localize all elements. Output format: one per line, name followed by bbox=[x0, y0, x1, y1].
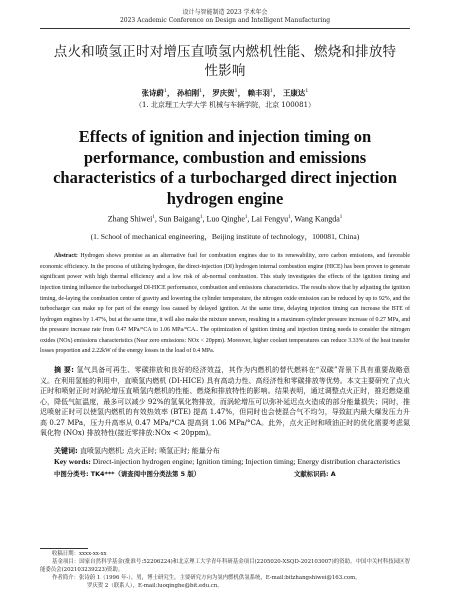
cn-author-sup: 1 bbox=[234, 88, 238, 94]
en-keywords bbox=[40, 457, 410, 467]
cn-author-sup: 1 bbox=[269, 88, 274, 94]
en-author-sup: 1 bbox=[152, 215, 155, 221]
en-author: Sun Baigang bbox=[158, 215, 200, 225]
en-author: Luo Qinghe bbox=[206, 215, 245, 225]
cn-author: 罗庆贺 bbox=[212, 88, 235, 98]
cn-author: 王康达 bbox=[283, 88, 306, 98]
document-code: 文献标识码: A bbox=[294, 470, 336, 479]
cn-keywords-text: 直喷氢内燃机; 点火正时; 喷氢正时; 能量分布 bbox=[80, 446, 220, 455]
cn-abstract bbox=[40, 365, 410, 439]
en-author: Wang Kangda bbox=[294, 215, 340, 225]
cn-author: 赖丰羽 bbox=[247, 88, 270, 98]
en-keywords-text: Direct-injection hydrogen engine; Ignition timing; Injection timing; Energy distribution characteristics bbox=[92, 457, 401, 467]
en-author-sup: 1 bbox=[288, 215, 291, 221]
cn-abstract-text: 氢气具备可再生、零碳排放和良好的经济效益，其作为内燃机的替代燃料在“双碳”背景下具有重要战略意义。在利用氢能的利用中，直喷氢内燃机 (DI-HICE) 具有高动力性、高经济性和零碳排放等优势。本文主要研究了点火正时和喷射正时对涡轮增压直喷氢内燃机的性能、燃烧和排放特性的影响。结果表明，通过调整点火正时，推迟燃烧重心，降低气缸温度，最多可以减少 92%的氢氧化物排放，而涡轮增压可以弥补延迟点火造成的部分能量损失；同时，推迟喷射正时可以使氢内燃机的有效热效率 (BTE) 提高 1.47%，但同时也会使混合气不均匀，导致缸内最大爆发压力升高 0.27 MPa，压力升高率从 0.47 MPa/°CA 提高到 1.06 MPa/°CA。此外，点火正时和喷油正时的优化需要考虑氮氧化物 (NOx) 排放特性(接近零排放:NOx < 20ppm)。 bbox=[40, 366, 410, 438]
cn-author-sup: 1 bbox=[163, 88, 167, 94]
en-title: Effects of ignition and injection timing on performance, combustion and emissions characteristics of a turbocharged direct injection hydrogen engine bbox=[53, 127, 397, 208]
classification-row bbox=[40, 469, 410, 479]
running-header bbox=[40, 0, 410, 25]
conference-name-en: 2023 Academic Conference on Design and Intelligent Manufacturing bbox=[119, 17, 331, 24]
classification-number: 中图分类号: TK4***（请查阅中图分类法第 5 版） bbox=[54, 470, 201, 479]
cn-keywords-label: 关键词: bbox=[54, 446, 78, 455]
en-author: Zhang Shiwei bbox=[107, 215, 153, 225]
en-author: Lai Fengyu bbox=[251, 215, 289, 225]
cn-affiliation: （1. 北京理工大学大学 机械与车辆学院，北京 100081） bbox=[134, 101, 316, 110]
en-abstract-label: Abstract: bbox=[54, 253, 78, 260]
cn-keywords bbox=[40, 446, 410, 457]
cn-author-sup: 1 bbox=[199, 88, 203, 94]
conference-name-cn: 设计与智能制造 2023 学术年会 bbox=[182, 9, 268, 16]
cn-author-sup: 1 bbox=[305, 88, 309, 94]
cn-title: 点火和喷氢正时对增压直喷氢内燃机性能、燃烧和排放特性影响 bbox=[53, 44, 397, 79]
footnote-rule bbox=[40, 548, 88, 549]
en-affiliation: (1. School of mechanical engineering，Beijing institute of technology，100081, China) bbox=[90, 232, 360, 242]
footnote-received: 收稿日期：xxxx-xx-xx bbox=[52, 551, 107, 557]
footnote-funding: 基金项目：国家自然科学基金(批准号:52206224)和北京理工大学青年科研基金项目(2205020-XSQD-202103007)的资助。中国中关村科技园区智能委员会(202103239223)资助。 bbox=[40, 558, 410, 573]
cn-author: 孙柏刚 bbox=[176, 88, 200, 98]
header-rule bbox=[40, 28, 410, 29]
footnote-corresponding: 罗庆贺 2（联系人），E-mail:luoqinghe@bit.edu.cn。 bbox=[87, 582, 223, 589]
en-author-list: Zhang Shiwei$^1$, Sun Baigang$^1$, Luo Qinghe$^1$, Lai Fengyu$^1$, Wang Kangda$^1$ bbox=[107, 215, 343, 225]
cn-author-list: 张诗蔚$^1$， 孙柏刚$^1$， 罗庆贺$^1$， 赖丰羽$^1$， 王康达$^1$ bbox=[141, 88, 309, 98]
en-abstract-text: Hydrogen shows promise as an alternative fuel for combustion engines due to its renewability, zero carbon emissions, and favorable economic efficiency. In the process of utilizing hydrogen, the direct-injection (DI) hydrogen internal combustion engine (HICE) has been proven to generate significant power with high thermal efficiency and a low risk of ab-normal combustion. This study investigates the effects of the ignition timing and injection timing influence the turbocharged DI-HICE performance, combustion and emissions characteristics. The results show that by adjusting the ignition timing, de-laying the combustion center of gravity and lowering the cylinder temperature, the nitrogen oxide emission can be reduced by up to 92%, and the turbocharger can make up for part of the energy loss caused by delayed ignition. At the same time, delaying injection timing can increase the BTE of hydrogen engines by 1.47%, but at the same time, it will also make the mixture uneven, resulting in a maximum cylinder pressure increase of 0.27 MPa, and the pressure increase rate from 0.47 MPa/°CA to 1.06 MPa/°CA.. The optimization of ignition timing and injection timing needs to consider the nitrogen oxides (NOx) emissions characteristics (Near zero emissions: NOx < 20ppm). Moreover, higher coolant temperatures can reduce 3.33% of the heat transfer losses proportion and 2.22kW of the energy losses in the load of 0.4 MPa. bbox=[40, 253, 410, 355]
cn-abstract-label: 摘 要: bbox=[54, 366, 74, 375]
en-author-sup: 1 bbox=[199, 215, 203, 221]
cn-author: 张诗蔚 bbox=[141, 88, 164, 98]
footnotes bbox=[40, 551, 410, 591]
en-keywords-label: Key words: bbox=[54, 457, 91, 467]
footnote-author-info: 作者简介：张诗蔚 1（1996 年-），男，博士研究生，主要研究方向为氢内燃机供氢系统，E-mail:bitzhangshiwei@163.com。 bbox=[52, 574, 361, 581]
en-abstract bbox=[40, 251, 410, 357]
en-author-sup: 1 bbox=[244, 215, 248, 221]
en-author-sup: 1 bbox=[339, 215, 343, 221]
